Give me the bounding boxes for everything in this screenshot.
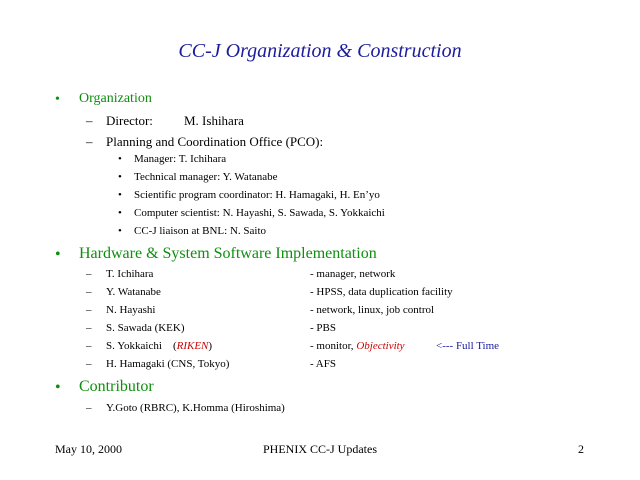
dash-icon: – xyxy=(86,402,92,414)
director-label: Director: xyxy=(106,113,153,128)
pco-member: Scientific program coordinator: H. Hamagaki, H. En’yo xyxy=(134,189,380,201)
dash-icon: – xyxy=(86,268,92,280)
bullet-icon: • xyxy=(118,225,122,237)
bullet-icon: • xyxy=(55,246,61,263)
staff-role: - AFS xyxy=(310,358,336,370)
bullet-icon: • xyxy=(118,171,122,183)
staff-role-highlight: Objectivity xyxy=(356,340,405,352)
dash-icon: – xyxy=(86,134,93,149)
footer-date: May 10, 2000 xyxy=(55,442,122,456)
staff-affiliation-highlight: RIKEN xyxy=(176,340,209,352)
paren-open: ( xyxy=(172,340,177,352)
staff-name: N. Hayashi xyxy=(106,304,156,316)
staff-role-prefix: - monitor, xyxy=(310,340,354,352)
staff-role: - manager, network xyxy=(310,268,396,280)
pco-label: Planning and Coordination Office (PCO): xyxy=(106,134,324,149)
staff-role xyxy=(310,340,405,352)
slide-title: CC-J Organization & Construction xyxy=(178,40,462,62)
staff-name: S. Sawada (KEK) xyxy=(106,322,185,334)
bullet-icon: • xyxy=(118,189,122,201)
bullet-icon: • xyxy=(55,92,60,107)
dash-icon: – xyxy=(86,113,93,128)
footer-title: PHENIX CC-J Updates xyxy=(263,442,377,456)
dash-icon: – xyxy=(86,286,92,298)
staff-role: - PBS xyxy=(310,322,336,334)
dash-icon: – xyxy=(86,358,92,370)
pco-member: Manager: T. Ichihara xyxy=(134,153,227,165)
dash-icon: – xyxy=(86,340,92,352)
section-heading-hardware: Hardware & System Software Implementation xyxy=(79,245,377,262)
section-heading-organization: Organization xyxy=(79,91,152,106)
staff-name xyxy=(106,340,212,352)
section-heading-contributor: Contributor xyxy=(79,378,154,395)
staff-name: H. Hamagaki (CNS, Tokyo) xyxy=(106,358,230,370)
pco-member: Technical manager: Y. Watanabe xyxy=(134,171,278,183)
dash-icon: – xyxy=(86,304,92,316)
staff-name: Y. Watanabe xyxy=(106,286,161,298)
bullet-icon: • xyxy=(118,153,122,165)
staff-name-prefix: S. Yokkaichi xyxy=(106,340,162,352)
pco-member: Computer scientist: N. Hayashi, S. Sawada, S. Yokkaichi xyxy=(134,207,385,219)
pco-member: CC-J liaison at BNL: N. Saito xyxy=(134,225,266,237)
contributor-item: Y.Goto (RBRC), K.Homma (Hiroshima) xyxy=(106,402,285,414)
dash-icon: – xyxy=(86,322,92,334)
page-number: 2 xyxy=(578,442,584,456)
bullet-icon: • xyxy=(55,379,61,396)
staff-role: - network, linux, job control xyxy=(310,304,435,316)
staff-role: - HPSS, data duplication facility xyxy=(310,286,453,298)
bullet-icon: • xyxy=(118,207,122,219)
full-time-note: <--- Full Time xyxy=(436,340,500,352)
staff-name: T. Ichihara xyxy=(106,268,154,280)
director-name: M. Ishihara xyxy=(184,113,244,128)
paren-close: ) xyxy=(208,340,213,352)
